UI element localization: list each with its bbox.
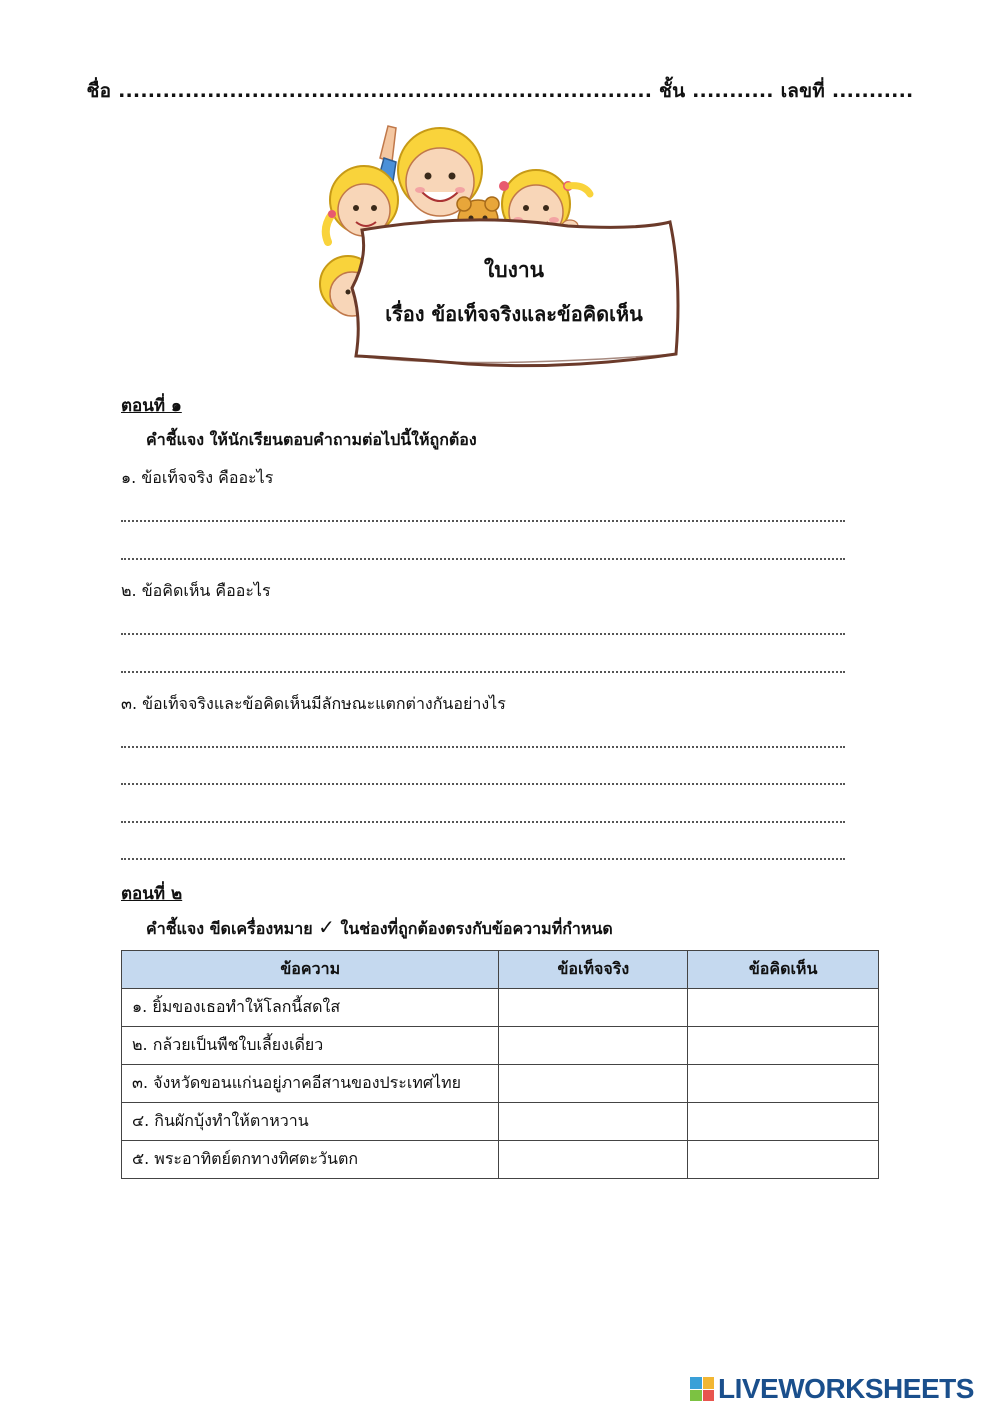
answer-line[interactable] bbox=[121, 558, 845, 560]
class-label: ชั้น bbox=[659, 80, 686, 102]
kids-banner-illustration bbox=[318, 118, 684, 376]
part1-instruction: คำชี้แจง ให้นักเรียนตอบคำถามต่อไปนี้ให้ถูกต้อง bbox=[146, 430, 477, 449]
opinion-checkbox-cell[interactable] bbox=[688, 1141, 879, 1179]
table-row bbox=[122, 1141, 879, 1179]
fact-checkbox-cell[interactable] bbox=[499, 1141, 688, 1179]
fact-checkbox-cell[interactable] bbox=[499, 1065, 688, 1103]
fact-checkbox-cell[interactable] bbox=[499, 1103, 688, 1141]
statement-cell: ๓. จังหวัดขอนแก่นอยู่ภาคอีสานของประเทศไทย bbox=[122, 1065, 499, 1103]
question-1: ๑. ข้อเท็จจริง คืออะไร bbox=[121, 468, 274, 487]
part1-heading: ตอนที่ ๑ bbox=[121, 396, 182, 416]
question-2: ๒. ข้อคิดเห็น คืออะไร bbox=[121, 581, 271, 600]
part2-instruction bbox=[146, 915, 613, 942]
part2-instruction-start: คำชี้แจง ขีดเครื่องหมาย bbox=[146, 919, 313, 938]
opinion-checkbox-cell[interactable] bbox=[688, 1065, 879, 1103]
student-info-line bbox=[0, 76, 1000, 106]
opinion-checkbox-cell[interactable] bbox=[688, 989, 879, 1027]
answer-line[interactable] bbox=[121, 746, 845, 748]
answer-line[interactable] bbox=[121, 633, 845, 635]
statement-cell: ๕. พระอาทิตย์ตกทางทิศตะวันตก bbox=[122, 1141, 499, 1179]
worksheet-subtitle: เรื่อง ข้อเท็จจริงและข้อคิดเห็น bbox=[385, 302, 643, 326]
number-label: เลขที่ bbox=[780, 80, 826, 102]
worksheet-title: ใบงาน bbox=[484, 258, 544, 282]
name-field[interactable]: ........................................................................ bbox=[118, 80, 653, 102]
answer-line[interactable] bbox=[121, 821, 845, 823]
column-header-statement: ข้อความ bbox=[122, 951, 499, 989]
table-row bbox=[122, 989, 879, 1027]
question-3: ๓. ข้อเท็จจริงและข้อคิดเห็นมีลักษณะแตกต่างกันอย่างไร bbox=[121, 694, 506, 713]
opinion-checkbox-cell[interactable] bbox=[688, 1027, 879, 1065]
table-row bbox=[122, 1027, 879, 1065]
liveworksheets-logo bbox=[690, 1372, 974, 1406]
liveworksheets-mark-icon bbox=[690, 1377, 714, 1401]
opinion-checkbox-cell[interactable] bbox=[688, 1103, 879, 1141]
answer-line[interactable] bbox=[121, 520, 845, 522]
statement-cell: ๔. กินผักบุ้งทำให้ตาหวาน bbox=[122, 1103, 499, 1141]
name-label: ชื่อ bbox=[86, 80, 112, 102]
answer-line[interactable] bbox=[121, 671, 845, 673]
part2-heading: ตอนที่ ๒ bbox=[121, 884, 183, 904]
fact-checkbox-cell[interactable] bbox=[499, 1027, 688, 1065]
answer-line[interactable] bbox=[121, 858, 845, 860]
number-field[interactable]: ........... bbox=[831, 80, 914, 102]
table-row bbox=[122, 1103, 879, 1141]
column-header-fact: ข้อเท็จจริง bbox=[499, 951, 688, 989]
part2-instruction-end: ในช่องที่ถูกต้องตรงกับข้อความที่กำหนด bbox=[340, 919, 613, 938]
statement-cell: ๑. ยิ้มของเธอทำให้โลกนี้สดใส bbox=[122, 989, 499, 1027]
fact-checkbox-cell[interactable] bbox=[499, 989, 688, 1027]
fact-opinion-table bbox=[121, 950, 879, 1179]
brand-name: LIVEWORKSHEETS bbox=[718, 1373, 974, 1404]
column-header-opinion: ข้อคิดเห็น bbox=[688, 951, 879, 989]
checkmark-icon: ✓ bbox=[318, 915, 335, 939]
statement-cell: ๒. กล้วยเป็นพืชใบเลี้ยงเดี่ยว bbox=[122, 1027, 499, 1065]
class-field[interactable]: ........... bbox=[692, 80, 774, 102]
table-row bbox=[122, 1065, 879, 1103]
table-header-row bbox=[122, 951, 879, 989]
answer-line[interactable] bbox=[121, 783, 845, 785]
